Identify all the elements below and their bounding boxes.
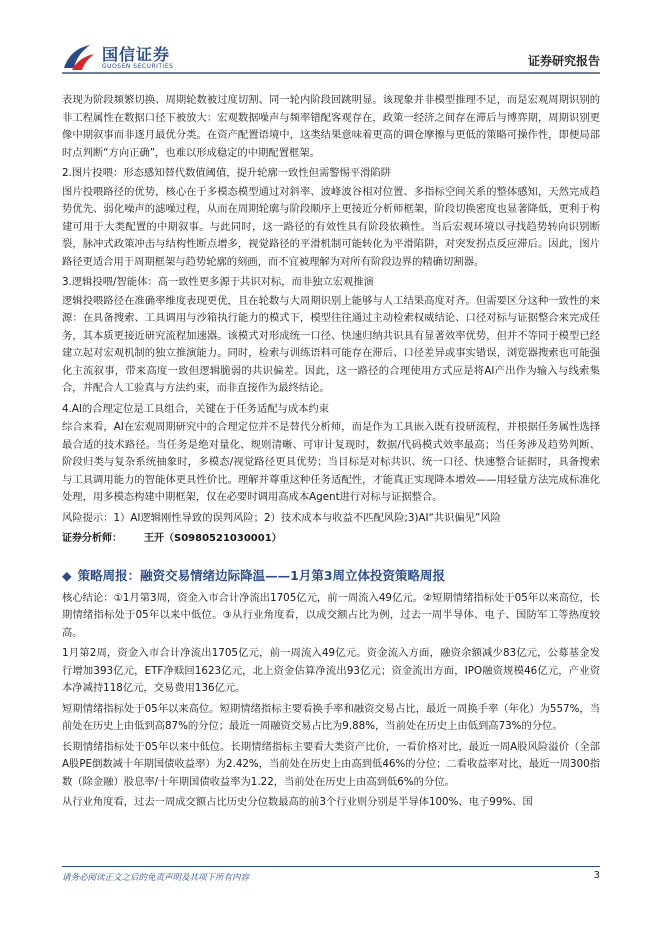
numbered-heading: 3.逻辑投喂/智能体：高一致性更多源于共识对标，而非独立宏观推演 (62, 276, 374, 288)
analyst-label: 证券分析师： (62, 533, 122, 544)
section-paragraph: 从行业角度看，过去一周成交额占比历史分位数最高的前3个行业则分别是半导体100%、电子99%、国 (62, 796, 533, 808)
guosen-logo-icon (62, 42, 96, 72)
body-paragraph: 综合来看，AI在宏观周期研究中的合理定位并不是替代分析师，而是作为工具嵌入既有投研流程，并根据任务属性选择最合适的技术路径。当任务是绝对量化、规则清晰、可审计复现时，数据/代码模式效率最高；当任务涉及趋势判断、阶段归类与复杂系统抽象时，多模态/视觉路径更具优势；当目标是对标共识、统一口径、快速整合证据时，具备搜索与工具调用能力的智能体更具性价比。理解并尊重这种任务适配性，才能真正实现降本增效——用轻量方法完成标准化处理，用多模态构建中期框架，仅在必要时调用高成本Agent进行对标与证据整合。 (62, 421, 600, 503)
risk-note: 风险提示：1）AI逻辑刚性导致的误判风险；2）技术成本与收益不匹配风险;3)AI“共识偏见”风险 (62, 511, 501, 524)
numbered-heading: 4.AI的合理定位是工具组合，关键在于任务适配与成本约束 (62, 402, 330, 415)
section-title-text: 策略周报：融资交易情绪边际降温——1月第3周立体投资策略周报 (77, 567, 446, 583)
diamond-bullet-icon: ◆ (62, 567, 72, 583)
body-paragraph: 表现为阶段频繁切换、周期轮数被过度切割、同一轮内阶段回跳明显。该现象并非模型推理不足，而是宏观周期识别的非工程属性在数据口径下被放大：宏观数据噪声与频率错配客观存在，政策一经济之间存在滞后与博弈期，周期识别更像中期叙事而非逐月最优分类。在资产配置语境中，这类结果意味着更高的调仓摩擦与更低的策略可操作性，即便局部时点判断“方向正确”，也难以形成稳定的中期配置框架。 (62, 94, 600, 159)
numbered-heading: 2.图片投喂：形态感知替代数值阈值，提升轮廓一致性但需警惕平滑陷阱 (62, 167, 392, 179)
footer-disclaimer: 请务必阅读正文之后的免责声明及其项下所有内容 (62, 873, 250, 883)
section-paragraph: 长期情绪指标处于05年以来中低位。长期情绪指标主要看大类资产比价，一看价格对比，最近一周A股风险溢价（全部A股PE倒数减十年期国债收益率）为2.42%，当前处在历史上由高到低46%的分位；二看收益率对比，最近一周300指数（除金融）股息率/十年期国债收益率为1.22，当前处在历史上由高到低6%的分位。 (62, 740, 600, 788)
header-divider (62, 72, 600, 74)
company-logo (62, 40, 212, 74)
logo-chinese-name: 国信证券 (102, 45, 171, 64)
section-paragraph: 核心结论：①1月第3周，资金入市合计净流出1705亿元，前一周流入49亿元。②短期情绪指标处于05年以来高位，长期情绪指标处于05年以来中低位。③从行业角度看，以成交额占比为例，过去一周半导体、电子、国防军工等热度较高。 (62, 591, 600, 639)
page-header (0, 0, 662, 80)
section-paragraph: 短期情绪指标处于05年以来高位。短期情绪指标主要看换手率和融资交易占比，最近一周换手率（年化）为557%，当前处在历史上由低到高87%的分位；最近一周融资交易占比为9.88%，当前处在历史上由低到高73%的分位。 (62, 702, 600, 732)
section-paragraph: 1月第2周，资金入市合计净流出1705亿元，前一周流入49亿元。资金流入方面，融资余额减少83亿元，公募基金发行增加393亿元，ETF净赎回1623亿元，北上资金估算净流出93亿元；资金流出方面，IPO融资规模46亿元，产业资本净减持118亿元，交易费用136亿元。 (62, 647, 600, 694)
page-number: 3 (593, 870, 600, 881)
analyst-name: 王开（S0980521030001） (144, 533, 282, 544)
body-paragraph: 图片投喂路径的优势，核心在于多模态模型通过对斜率、波峰波谷相对位置、多指标空间关系的整体感知，天然完成趋势优先、弱化噪声的滤噪过程，从而在周期轮廓与阶段顺序上更接近分析师框架，阶段切换密度也显著降低，更利于构建可用于大类配置的中期叙事。与此同时，这一路径的有效性具有阶段依赖性。当后宏观环境以寻找趋势转向识别断裂，脉冲式政策冲击与结构性断点增多，视觉路径的平滑机制可能转化为平滑陷阱，对突发拐点反应滞后。因此，图片路径更适合用于周期框架与趋势轮廓的刻画，而不宜被理解为对所有阶段边界的精确切割器。 (62, 185, 600, 268)
report-body (62, 92, 600, 815)
footer-divider (62, 866, 600, 867)
report-type-label: 证券研究报告 (527, 54, 600, 68)
body-paragraph: 逻辑投喂路径在准确率维度表现更优，且在轮数与大周期识别上能够与人工结果高度对齐。但需要区分这种一致性的来源：在具备搜索、工具调用与沙箱执行能力的模式下，模型往往通过主动检索权威结论、口径对标与证据整合来完成任务，其本质更接近研究流程加速器。该模式对形成统一口径、快速归纳共识具有显著效率优势，但并不等同于模型已经建立起对宏观机制的独立推演能力。同时，检索与训练语料可能存在滞后、口径差异或事实错误，浏览器搜索也可能强化主流叙事，带来高度一致但逻辑脆弱的共识偏差。因此，这一路径的合理使用方式应是将AI产出作为输入与线索集合，并配合人工验真与方法约束，而非直接作为最终结论。 (62, 294, 600, 394)
logo-english-name: GUOSEN SECURITIES (102, 63, 174, 70)
analyst-line (62, 530, 600, 548)
section-title (62, 566, 600, 584)
